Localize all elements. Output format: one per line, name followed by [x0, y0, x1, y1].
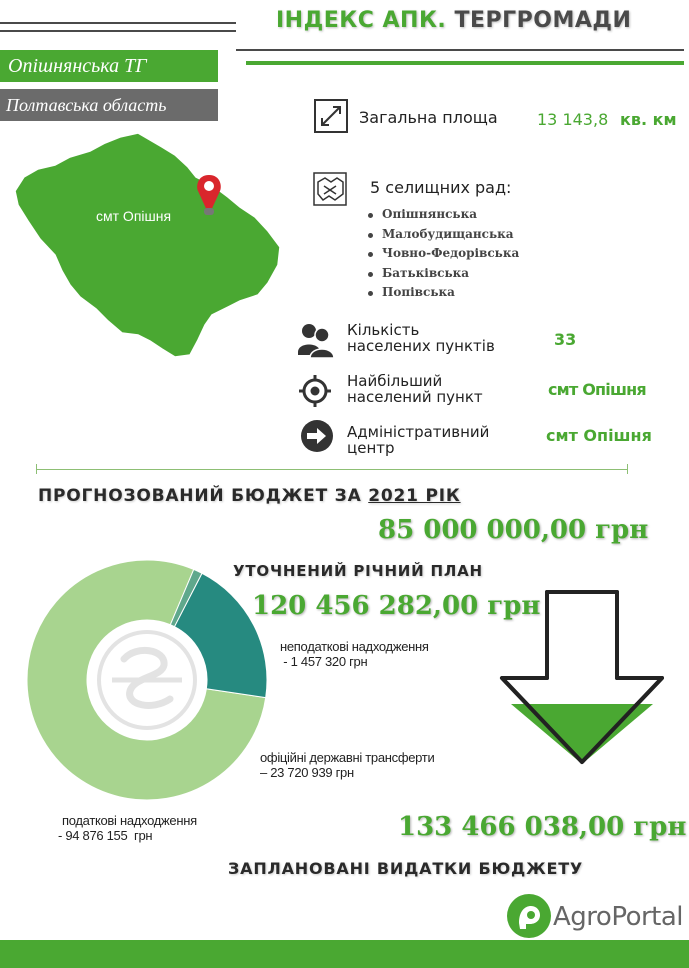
- list-item: Малобудищанська: [368, 225, 519, 245]
- nontax-label-line1: неподаткові надходження: [280, 639, 429, 654]
- center-watermark-icon: [99, 632, 195, 728]
- map-town-label: смт Опішня: [96, 208, 172, 224]
- area-unit: кв. км: [620, 110, 677, 129]
- header-line-right-1: [236, 49, 684, 51]
- admin-center-label: [347, 424, 489, 456]
- transfers-label-line1: офіційні державні трансферти: [260, 750, 435, 765]
- arrow-down-icon: [497, 590, 669, 768]
- header-line-right-2: [246, 61, 684, 65]
- expenses-title: ЗАПЛАНОВАНІ ВИДАТКИ БЮДЖЕТУ: [228, 859, 584, 878]
- list-item: Опішнянська: [368, 205, 519, 225]
- page-title-part1: ІНДЕКС АПК.: [276, 8, 447, 33]
- forecast-title-prefix: ПРОГНОЗОВАНИЙ БЮДЖЕТ ЗА: [38, 486, 362, 506]
- settlements-label: [347, 322, 495, 354]
- section-divider: [36, 469, 628, 470]
- tax-label-line2: - 94 876 155 грн: [58, 828, 153, 843]
- chart-label-transfers: [260, 750, 434, 780]
- chart-label-nontax: [280, 639, 429, 669]
- admin-center-value: смт Опішня: [546, 426, 652, 445]
- header-line-top-left: [0, 22, 236, 24]
- forecast-budget-title: [38, 486, 461, 506]
- tax-label-line1: податкові надходження: [62, 813, 197, 828]
- councils-label: 5 селищних рад:: [370, 178, 512, 197]
- largest-label-line2: населений пункт: [347, 388, 483, 406]
- handshake-icon: [313, 172, 347, 206]
- forecast-budget-value: 85 000 000,00 грн: [378, 515, 649, 545]
- revised-plan-title: УТОЧНЕНИЙ РІЧНИЙ ПЛАН: [233, 562, 483, 580]
- page-title: [276, 8, 631, 33]
- agroportal-logo-icon: [506, 893, 552, 939]
- section-divider-tick-left: [36, 464, 37, 474]
- agroportal-logo-text: AgroPortal: [553, 902, 684, 932]
- chart-label-tax: [58, 813, 197, 843]
- transfers-label-line2: – 23 720 939 грн: [260, 765, 354, 780]
- list-item: Попівська: [368, 283, 519, 303]
- section-divider-tick-right: [627, 464, 628, 474]
- resize-arrow-icon: [313, 98, 349, 134]
- list-item: Батьківська: [368, 264, 519, 284]
- revised-plan-value: 120 456 282,00 грн: [252, 591, 541, 621]
- target-icon: [298, 374, 332, 408]
- settlements-label-line2: населених пунктів: [347, 337, 495, 355]
- community-name-badge: Опішнянська ТГ: [0, 50, 218, 82]
- region-map-shape: [15, 133, 280, 357]
- settlements-value: 33: [554, 330, 577, 349]
- admin-label-line1: Адміністративний: [347, 423, 490, 441]
- largest-settlement-label: [347, 373, 483, 405]
- largest-settlement-value: смт Опішня: [548, 380, 646, 399]
- list-item: Човно-Федорівська: [368, 244, 519, 264]
- area-value: 13 143,8: [537, 110, 609, 129]
- forecast-title-year: 2021 РІК: [368, 486, 461, 506]
- revenue-donut-chart: [26, 559, 268, 801]
- header-line-top-left-2: [0, 30, 236, 32]
- area-label: Загальна площа: [359, 108, 498, 127]
- councils-list: [368, 205, 519, 303]
- admin-label-line2: центр: [347, 439, 395, 457]
- nontax-label-line2: - 1 457 320 грн: [280, 654, 368, 669]
- footer-bar: [0, 940, 689, 968]
- expenses-value: 133 466 038,00 грн: [398, 812, 687, 842]
- largest-label-line1: Найбільший: [347, 372, 443, 390]
- arrow-right-circle-icon: [299, 418, 335, 454]
- settlements-label-line1: Кількість: [347, 321, 420, 339]
- region-map: [0, 125, 300, 365]
- page-title-part2: ТЕРГРОМАДИ: [454, 8, 632, 33]
- region-name-badge: Полтавська область: [0, 89, 218, 121]
- people-icon: [296, 322, 336, 360]
